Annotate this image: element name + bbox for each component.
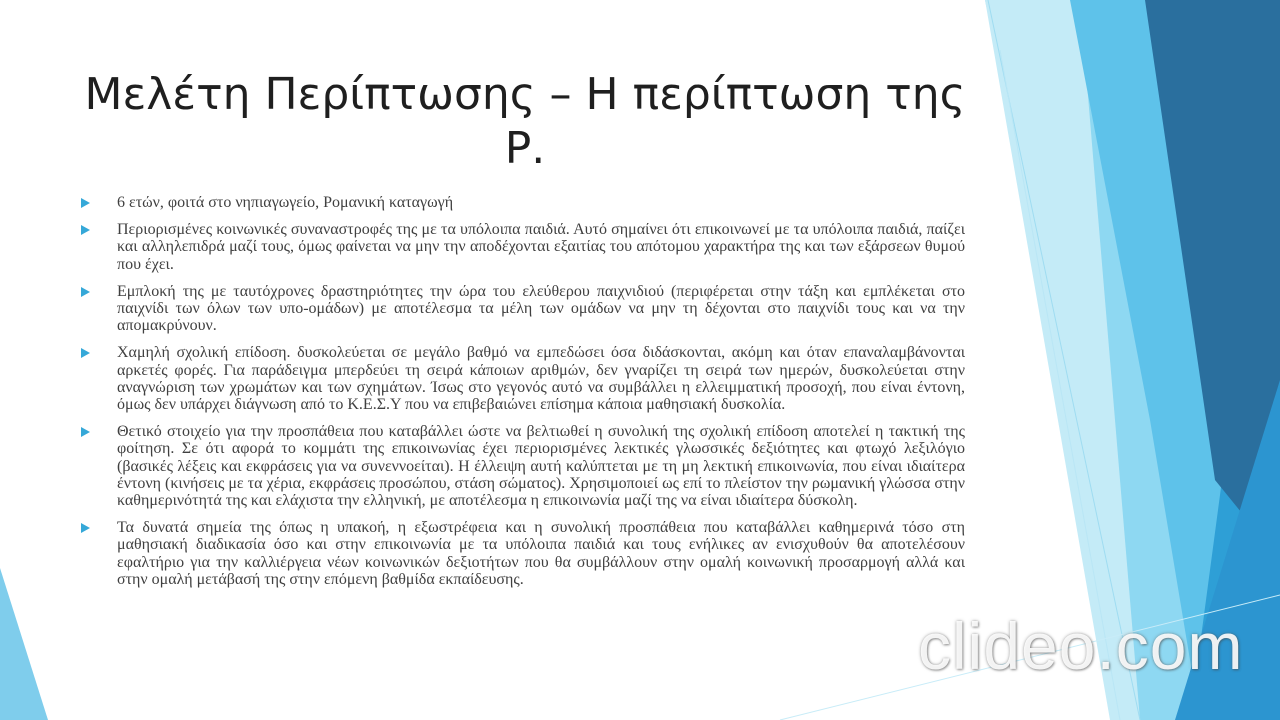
triangle-bullet-icon bbox=[81, 427, 90, 437]
triangle-bullet-icon bbox=[81, 198, 90, 208]
slide-title: Μελέτη Περίπτωσης – Η περίπτωση της Ρ. bbox=[84, 69, 966, 174]
bullet-text: 6 ετών, φοιτά στο νηπιαγωγείο, Ρομανική καταγωγή bbox=[117, 194, 454, 211]
bullet-item bbox=[108, 344, 965, 413]
bullet-text: Θετικό στοιχείο για την προσπάθεια που καταβάλλει ώστε να βελτιωθεί η συνολική της σχολική επίδοση αποτελεί η τακτική της φοίτηση. Σε ότι αφορά το κομμάτι της επικοινωνίας έχει περιορισμένες λεκτικές γλωσσικές δεξιότητες και φτωχό λεξιλόγιο (βασικές λέξεις και εκφράσεις για να συνεννοείται). Η έλλειψη αυτή καλύπτεται με τη μη λεκτική επικοινωνία, που είναι ιδιαίτερα έντονη (κινήσεις με τα χέρια, εκφράσεις προσώπου, στάση σώματος). Χρησιμοποιεί ως επί το πλείστον την ρωμανική γλώσσα στην καθημερινότητά της και ελάχιστα την ελληνική, με αποτέλεσμα η επικοινωνία μαζί της να είναι ιδιαίτερα δύσκολη. bbox=[117, 423, 965, 510]
bullet-text: Τα δυνατά σημεία της όπως η υπακοή, η εξωστρέφεια και η συνολική προσπάθεια που καταβάλλει καθημερινά τόσο στη μαθησιακή διαδικασία όσο και στην επικοινωνία με τα υπόλοιπα παιδιά και τους ενήλικες αν ενισχυθούν θα αποτελέσουν εφαλτήριο για την καλλιέργεια νέων κοινωνικών δεξιοτήτων που θα συμβάλλουν στην ομαλή κοινωνική προσαρμογή αλλά και στην ομαλή μετάβασή της στην επόμενη βαθμίδα εκπαίδευσης. bbox=[117, 519, 965, 588]
bullet-text: Εμπλοκή της με ταυτόχρονες δραστηριότητες την ώρα του ελεύθερου παιχνιδιού (περιφέρεται στην τάξη και εμπλέκεται στο παιχνίδι των όλων των υπο-ομάδων) με αποτέλεσμα τα μέλη των ομάδων να μην τη δέχονται στο παιχνίδι τους και να την απομακρύνουν. bbox=[117, 282, 965, 335]
bullet-item bbox=[108, 423, 965, 509]
bullet-text: Περιορισμένες κοινωνικές συναναστροφές της με τα υπόλοιπα παιδιά. Αυτό σημαίνει ότι επικοινωνεί με τα υπόλοιπα παιδιά, παίζει και αλληλεπιδρά μαζί τους, όμως φαίνεται να μην την αποδέχονται εξαιτίας του απότομου χαρακτήρα της και των εξάρσεων θυμού που έχει. bbox=[117, 221, 965, 273]
bullet-list bbox=[108, 194, 965, 598]
bullet-item bbox=[108, 221, 965, 273]
triangle-bullet-icon bbox=[81, 348, 90, 358]
bullet-text: Χαμηλή σχολική επίδοση. δυσκολεύεται σε μεγάλο βαθμό να εμπεδώσει όσα διδάσκονται, ακόμη και όταν επαναλαμβάνονται αρκετές φορές. Για παράδειγμα μπερδεύει τη σειρά κάποιων αριθμών, δεν γναρίζει τη σειρά των ημερών, δυσκολεύεται στην αναγνώριση των χρωμάτων και των σχημάτων. Ίσως στο γεγονός αυτό να συμβάλλει η ελλειμματική προσοχή, που είναι έντονη, όμως δεν υπάρχει διάγνωση από το Κ.Ε.Σ.Υ που να επιβεβαιώνει επίσημα κάποια μαθησιακή δυσκολία. bbox=[117, 344, 965, 414]
bullet-item bbox=[108, 194, 965, 211]
watermark-logo: clideo.com bbox=[918, 609, 1244, 683]
triangle-bullet-icon bbox=[81, 225, 90, 235]
triangle-bullet-icon bbox=[81, 287, 90, 297]
triangle-bullet-icon bbox=[81, 523, 90, 533]
left-edge-shape bbox=[0, 568, 48, 720]
bullet-item bbox=[108, 519, 965, 588]
bullet-item bbox=[108, 283, 965, 335]
